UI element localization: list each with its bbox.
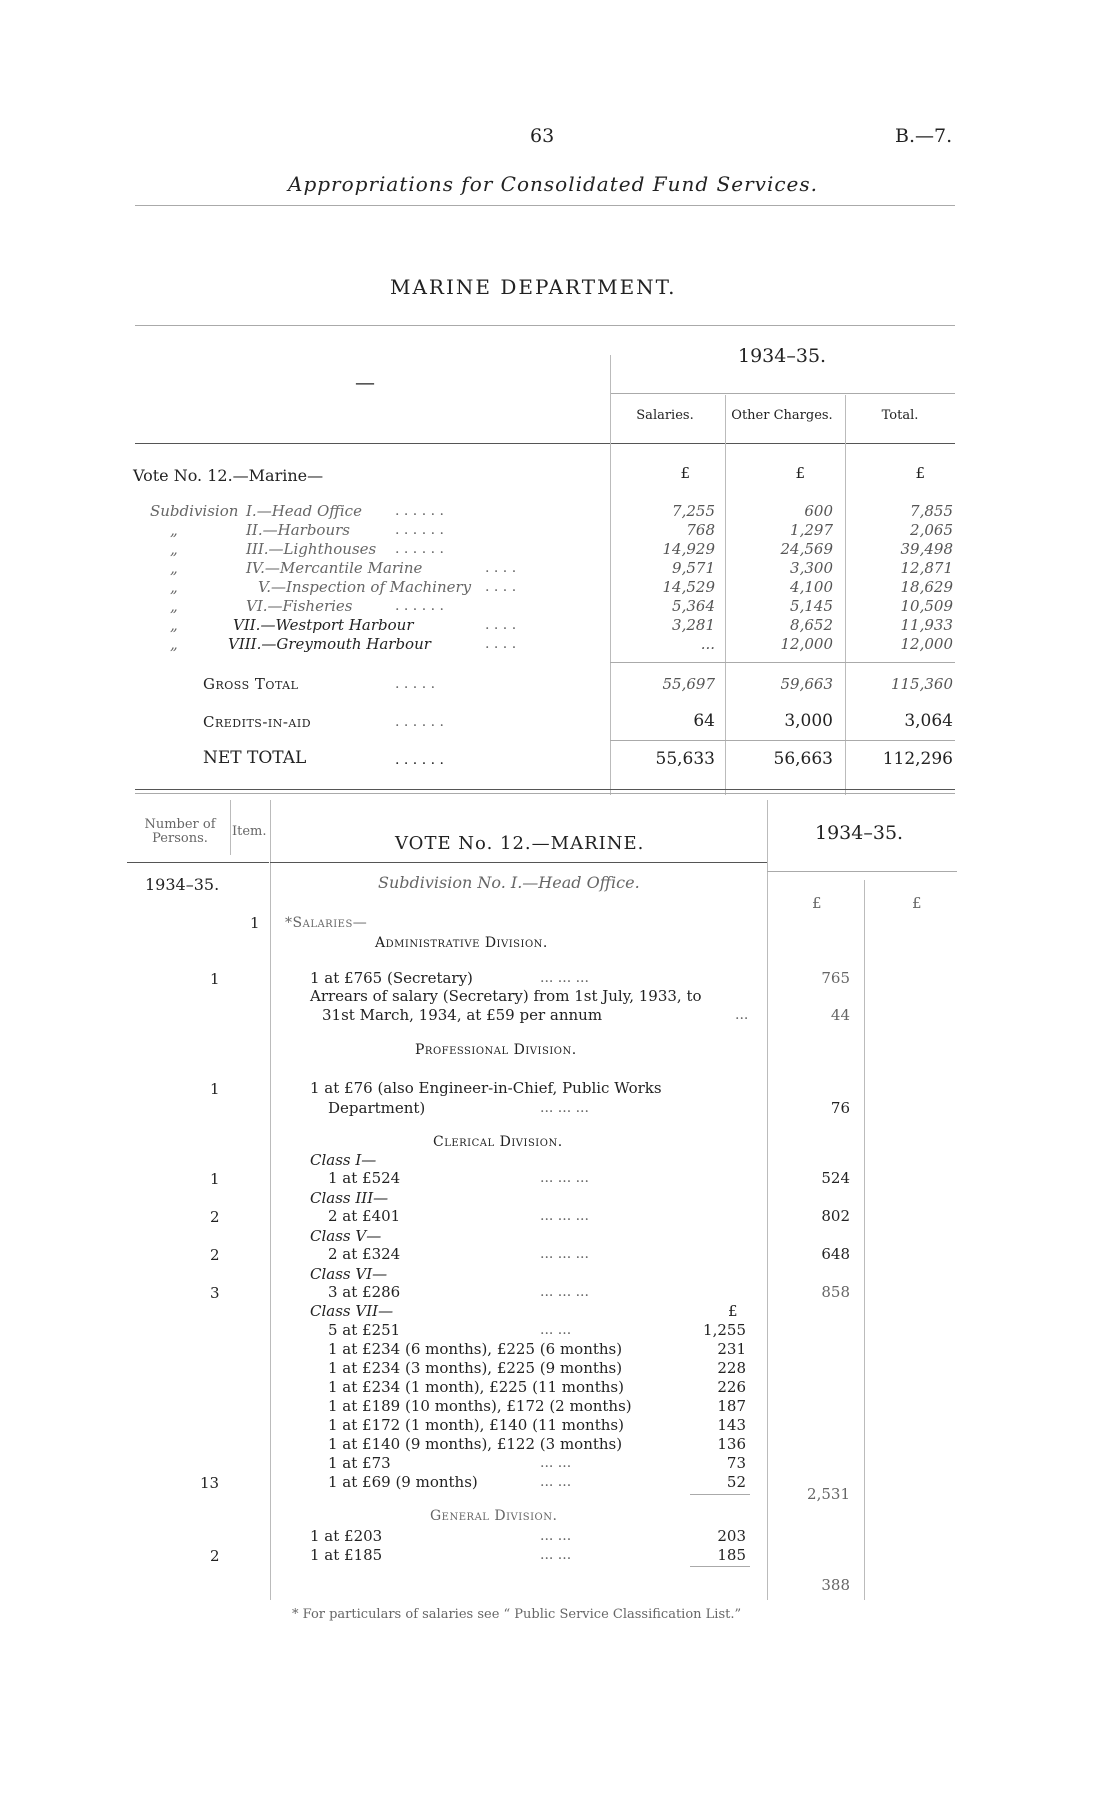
class-label: Class VII— xyxy=(310,1302,394,1320)
professional-line-2: Department) xyxy=(328,1099,426,1117)
subdivision-salaries: 3,281 xyxy=(672,616,715,634)
leader-dots: ... xyxy=(735,1007,749,1023)
salary-line: 1 at £234 (1 month), £225 (11 months) xyxy=(328,1378,624,1396)
leader-dots: ... ... xyxy=(540,1474,572,1490)
leader-dots: ... ... ... xyxy=(540,1100,589,1116)
rows-total-rule xyxy=(610,662,955,663)
pound-sign-right: £ xyxy=(912,894,922,912)
subdivision-total: 11,933 xyxy=(900,616,953,634)
pound-sign-salaries: £ xyxy=(680,464,690,482)
subdivision-other: 1,297 xyxy=(790,521,833,539)
subdivision-label: IV.—Mercantile Marine xyxy=(246,559,423,577)
net-total-label: NET TOTAL xyxy=(203,748,307,768)
subdivision-prefix: „ xyxy=(170,521,178,539)
persons-count: 13 xyxy=(200,1474,220,1492)
department-title: MARINE DEPARTMENT. xyxy=(390,275,677,299)
summary-header-rule xyxy=(135,443,955,444)
vote-title: VOTE No. 12.—MARINE. xyxy=(395,833,645,854)
gross-total-other: 59,663 xyxy=(780,675,833,693)
subdivision-total: 18,629 xyxy=(900,578,953,596)
col-item: Item. xyxy=(232,824,267,839)
subdivision-label: III.—Lighthouses xyxy=(246,540,377,558)
subdivision-salaries: 9,571 xyxy=(672,559,715,577)
persons-year: 1934–35. xyxy=(145,875,220,894)
clerical-division-heading: Clerical Division. xyxy=(433,1134,563,1150)
subdivision-label: V.—Inspection of Machinery xyxy=(258,578,472,596)
general-total: 388 xyxy=(821,1576,850,1594)
subdivision-total: 12,000 xyxy=(900,635,953,653)
subdivision-label: VII.—Westport Harbour xyxy=(233,616,414,634)
leader-dots: ... ... ... xyxy=(540,1208,589,1224)
subdivision-salaries: 14,529 xyxy=(662,578,715,596)
net-total-salaries: 55,633 xyxy=(655,749,715,769)
class7-amount: 143 xyxy=(717,1416,746,1434)
detail-vline-amounts xyxy=(767,800,768,1600)
pound-sign-left: £ xyxy=(812,894,822,912)
salary-line: 1 at £203 xyxy=(310,1527,383,1545)
subdivision-label: II.—Harbours xyxy=(246,521,350,539)
salaries-heading: *Salaries— xyxy=(285,915,368,931)
subdivision-total: 12,871 xyxy=(900,559,953,577)
footnote: * For particulars of salaries see “ Public Service Classification List.” xyxy=(292,1607,742,1622)
arrears-line-2: 31st March, 1934, at £59 per annum xyxy=(322,1006,603,1024)
subdivision-salaries: 7,255 xyxy=(672,502,715,520)
detail-header-rule-2 xyxy=(270,862,767,863)
summary-year: 1934–35. xyxy=(738,345,827,367)
subdivision-prefix: Subdivision xyxy=(150,502,239,520)
salary-line: 1 at £140 (9 months), £122 (3 months) xyxy=(328,1435,623,1453)
subdivision-salaries: 768 xyxy=(686,521,715,539)
salary-line: 1 at £234 (6 months), £225 (6 months) xyxy=(328,1340,623,1358)
document-reference: B.—7. xyxy=(895,125,953,147)
subdivision-prefix: „ xyxy=(170,597,178,615)
gross-total-total: 115,360 xyxy=(890,675,953,693)
summary-year-rule xyxy=(610,393,955,394)
vote-label: Vote No. 12.—Marine— xyxy=(133,466,324,485)
salary-amount: 765 xyxy=(821,969,850,987)
leader-dots: . . . . . . xyxy=(395,752,444,768)
persons-count: 3 xyxy=(210,1284,220,1302)
general-subtotal-rule xyxy=(690,1566,750,1567)
subdivision-other: 24,569 xyxy=(780,540,833,558)
subdivision-title: Subdivision No. I.—Head Office. xyxy=(378,873,640,892)
class7-amount: 231 xyxy=(717,1340,746,1358)
col-salaries: Salaries. xyxy=(636,408,694,423)
leader-dots: . . . . xyxy=(485,560,517,576)
credits-in-aid-other: 3,000 xyxy=(784,711,833,731)
persons-count: 2 xyxy=(210,1547,220,1565)
leader-dots: . . . . xyxy=(485,579,517,595)
subdivision-prefix: „ xyxy=(170,616,178,634)
subdivision-prefix: „ xyxy=(170,635,178,653)
detail-vline-amounts-2 xyxy=(864,880,865,1600)
leader-dots: . . . . xyxy=(485,617,517,633)
subdivision-other: 5,145 xyxy=(790,597,833,615)
credits-in-aid-label: Credits-in-aid xyxy=(203,713,312,731)
net-total-total: 112,296 xyxy=(882,749,953,769)
professional-line-1: 1 at £76 (also Engineer-in-Chief, Public Works xyxy=(310,1079,662,1097)
leader-dots: ... ... xyxy=(540,1528,572,1544)
subdivision-other: 8,652 xyxy=(790,616,833,634)
detail-vline-number xyxy=(230,800,231,855)
subdivision-label: VIII.—Greymouth Harbour xyxy=(228,635,431,653)
summary-bottom-rule xyxy=(135,789,955,790)
salary-amount: 524 xyxy=(821,1169,850,1187)
leader-dots: ... ... xyxy=(540,1547,572,1563)
leader-dots: . . . . . . xyxy=(395,598,444,614)
salary-line: 1 at £234 (3 months), £225 (9 months) xyxy=(328,1359,623,1377)
subdivision-label: VI.—Fisheries xyxy=(246,597,353,615)
class7-amount: 226 xyxy=(717,1378,746,1396)
subdivision-total: 39,498 xyxy=(900,540,953,558)
class7-amount: 73 xyxy=(726,1454,746,1472)
professional-amount: 76 xyxy=(830,1099,850,1117)
salary-line: 1 at £185 xyxy=(310,1546,383,1564)
leader-dots: . . . . . xyxy=(395,676,436,692)
subdivision-other: 4,100 xyxy=(790,578,833,596)
salary-amount: 858 xyxy=(821,1283,850,1301)
col-number-of-persons: Number of Persons. xyxy=(144,817,216,846)
salary-line: 1 at £73 xyxy=(328,1454,391,1472)
leader-dots: ... ... ... xyxy=(540,1246,589,1262)
subdivision-prefix: „ xyxy=(170,559,178,577)
subdivision-other: 3,300 xyxy=(790,559,833,577)
subdivision-salaries: ... xyxy=(700,635,715,653)
subdivision-other: 600 xyxy=(804,502,833,520)
subdivision-total: 10,509 xyxy=(900,597,953,615)
credits-rule xyxy=(610,740,955,741)
credits-in-aid-total: 3,064 xyxy=(904,711,953,731)
net-total-other: 56,663 xyxy=(773,749,833,769)
salary-line: 5 at £251 xyxy=(328,1321,401,1339)
class-label: Class III— xyxy=(310,1189,389,1207)
page-subtitle: Appropriations for Consolidated Fund Services. xyxy=(288,172,819,196)
persons-count: 1 xyxy=(210,1080,220,1098)
leader-dots: ... ... xyxy=(540,1322,572,1338)
subdivision-salaries: 14,929 xyxy=(662,540,715,558)
salary-line: 1 at £172 (1 month), £140 (11 months) xyxy=(328,1416,624,1434)
arrears-amount: 44 xyxy=(830,1006,850,1024)
persons-count: 1 xyxy=(210,1170,220,1188)
class7-amount: 1,255 xyxy=(703,1321,746,1339)
class7-total: 2,531 xyxy=(807,1485,850,1503)
leader-dots: ... ... xyxy=(540,1455,572,1471)
subdivision-salaries: 5,364 xyxy=(672,597,715,615)
credits-in-aid-salaries: 64 xyxy=(693,711,715,731)
item-number: 1 xyxy=(250,914,260,932)
class7-subtotal-rule xyxy=(690,1494,750,1495)
general-amount: 203 xyxy=(717,1527,746,1545)
arrears-line-1: Arrears of salary (Secretary) from 1st July, 1933, to xyxy=(310,987,702,1005)
leader-dots: ... ... ... xyxy=(540,970,589,986)
salary-line: 2 at £401 xyxy=(328,1207,401,1225)
leader-dots: . . . . . . xyxy=(395,714,444,730)
professional-division-heading: Professional Division. xyxy=(415,1042,577,1058)
detail-year-rule xyxy=(767,871,957,872)
persons-count: 2 xyxy=(210,1208,220,1226)
leader-dots: . . . . . . xyxy=(395,522,444,538)
col-other-charges: Other Charges. xyxy=(731,408,833,423)
leader-dots: . . . . xyxy=(485,636,517,652)
general-division-heading: General Division. xyxy=(430,1508,558,1524)
summary-blank-heading: — xyxy=(355,370,375,394)
salary-amount: 802 xyxy=(821,1207,850,1225)
class7-amount: 187 xyxy=(717,1397,746,1415)
subdivision-total: 2,065 xyxy=(910,521,953,539)
salary-line: 1 at £189 (10 months), £172 (2 months) xyxy=(328,1397,632,1415)
salary-line: 1 at £765 (Secretary) xyxy=(310,969,473,987)
col-total: Total. xyxy=(881,408,919,423)
subtitle-rule xyxy=(135,205,955,206)
pound-sign-other: £ xyxy=(795,464,805,482)
department-rule xyxy=(135,325,955,326)
page-number: 63 xyxy=(530,125,555,147)
pound-sign-subcolumn: £ xyxy=(728,1302,738,1320)
leader-dots: ... ... ... xyxy=(540,1170,589,1186)
leader-dots: . . . . . . xyxy=(395,503,444,519)
class-label: Class V— xyxy=(310,1227,382,1245)
subdivision-total: 7,855 xyxy=(910,502,953,520)
subdivision-prefix: „ xyxy=(170,578,178,596)
leader-dots: ... ... ... xyxy=(540,1284,589,1300)
salary-line: 2 at £324 xyxy=(328,1245,401,1263)
subdivision-prefix: „ xyxy=(170,540,178,558)
salary-line: 1 at £524 xyxy=(328,1169,401,1187)
gross-total-label: Gross Total xyxy=(203,675,299,693)
class7-amount: 52 xyxy=(726,1473,746,1491)
class-label: Class I— xyxy=(310,1151,377,1169)
gross-total-salaries: 55,697 xyxy=(662,675,715,693)
detail-year: 1934–35. xyxy=(815,822,904,844)
persons-count: 1 xyxy=(210,970,220,988)
general-amount: 185 xyxy=(717,1546,746,1564)
salary-line: 1 at £69 (9 months) xyxy=(328,1473,478,1491)
class7-amount: 136 xyxy=(717,1435,746,1453)
salary-amount: 648 xyxy=(821,1245,850,1263)
salary-line: 3 at £286 xyxy=(328,1283,401,1301)
persons-count: 2 xyxy=(210,1246,220,1264)
pound-sign-total: £ xyxy=(915,464,925,482)
subdivision-label: I.—Head Office xyxy=(246,502,362,520)
summary-bottom-rule-2 xyxy=(135,793,955,794)
detail-header-rule xyxy=(127,862,269,863)
subdivision-other: 12,000 xyxy=(780,635,833,653)
leader-dots: . . . . . . xyxy=(395,541,444,557)
detail-vline-item xyxy=(270,800,271,1600)
class7-amount: 228 xyxy=(717,1359,746,1377)
class-label: Class VI— xyxy=(310,1265,388,1283)
administrative-division-heading: Administrative Division. xyxy=(375,935,548,951)
